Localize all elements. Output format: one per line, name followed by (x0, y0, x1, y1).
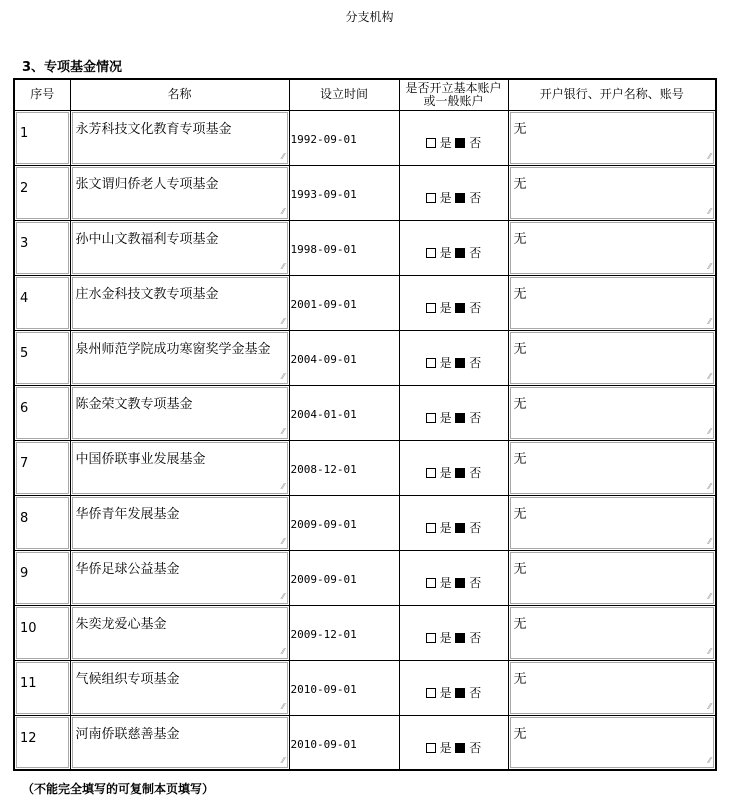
yes-label: 是 (439, 630, 452, 645)
row-name: 朱奕龙爱心基金 (75, 616, 167, 632)
row-bank-field[interactable] (510, 607, 715, 659)
row-date-cell (289, 605, 399, 660)
row-account-cell (399, 715, 508, 770)
row-date-cell (289, 550, 399, 605)
checkbox-empty-icon[interactable] (426, 688, 436, 698)
row-date: 2010-09-01 (290, 737, 357, 751)
row-name-cell (70, 440, 289, 495)
row-date-cell (289, 165, 399, 220)
header-account-line1: 是否开立基本账户 (405, 80, 502, 95)
account-options (400, 244, 508, 261)
account-options (400, 739, 508, 756)
row-account-cell (399, 330, 508, 385)
table-row (14, 715, 716, 770)
row-bank: 无 (513, 726, 527, 742)
table-row (14, 385, 716, 440)
row-no-field[interactable] (16, 222, 69, 274)
checkbox-empty-icon[interactable] (426, 138, 436, 148)
row-bank: 无 (513, 341, 527, 357)
row-bank-field[interactable] (510, 497, 715, 549)
checkbox-empty-icon[interactable] (426, 413, 436, 423)
row-bank-field[interactable] (510, 332, 715, 384)
row-date: 2004-01-01 (290, 407, 357, 421)
checkbox-filled-icon[interactable] (455, 743, 465, 753)
row-name: 泉州师范学院成功寒窗奖学金基金 (75, 341, 271, 357)
checkbox-empty-icon[interactable] (426, 578, 436, 588)
resize-grip-icon[interactable]: ⁄⁄ (708, 701, 711, 711)
header-date: 设立时间 (289, 79, 399, 110)
row-bank-field[interactable] (510, 552, 715, 604)
row-date: 2004-09-01 (290, 352, 357, 366)
row-bank: 无 (513, 231, 527, 247)
checkbox-filled-icon[interactable] (455, 688, 465, 698)
row-bank: 无 (513, 121, 527, 137)
checkbox-filled-icon[interactable] (455, 358, 465, 368)
fund-table (13, 78, 717, 771)
resize-grip-icon[interactable]: ⁄⁄ (708, 261, 711, 271)
row-name-cell (70, 275, 289, 330)
row-no-cell (14, 440, 70, 495)
row-date: 2009-12-01 (290, 627, 357, 641)
row-bank-cell (508, 275, 716, 330)
account-options (400, 464, 508, 481)
row-name-field[interactable] (72, 442, 288, 494)
row-date: 2010-09-01 (290, 682, 357, 696)
row-bank: 无 (513, 176, 527, 192)
resize-grip-icon[interactable]: ⁄⁄ (281, 261, 285, 271)
row-no: 7 (20, 455, 29, 471)
row-bank-field[interactable] (510, 717, 715, 769)
row-name-field[interactable] (72, 552, 288, 604)
row-name-cell (70, 550, 289, 605)
row-name: 华侨足球公益基金 (75, 561, 180, 577)
row-no-cell (14, 385, 70, 440)
table-row (14, 220, 716, 275)
row-bank-cell (508, 550, 716, 605)
row-name-cell (70, 715, 289, 770)
row-name-cell (70, 330, 289, 385)
row-bank-field[interactable] (510, 167, 715, 219)
row-no: 1 (20, 125, 29, 141)
yes-label: 是 (439, 300, 452, 315)
row-no: 10 (20, 620, 37, 636)
row-no: 11 (20, 675, 37, 691)
no-label: 否 (469, 410, 482, 425)
row-no: 6 (20, 400, 29, 416)
checkbox-filled-icon[interactable] (455, 193, 465, 203)
account-options (400, 299, 508, 316)
account-options (400, 684, 508, 701)
row-account-cell (399, 220, 508, 275)
table-row (14, 495, 716, 550)
checkbox-empty-icon[interactable] (426, 248, 436, 258)
row-name-cell (70, 165, 289, 220)
resize-grip-icon[interactable]: ⁄⁄ (708, 646, 711, 656)
row-bank-field[interactable] (510, 662, 715, 714)
row-bank-cell (508, 660, 716, 715)
row-account-cell (399, 660, 508, 715)
table-row (14, 275, 716, 330)
footer-note: （不能完全填写的可复制本页填写） (22, 782, 215, 796)
resize-grip-icon[interactable]: ⁄⁄ (281, 646, 285, 656)
table-body (14, 110, 716, 770)
table-row (14, 330, 716, 385)
account-options (400, 519, 508, 536)
row-name-field[interactable] (72, 167, 288, 219)
row-bank-cell (508, 220, 716, 275)
row-bank-field[interactable] (510, 112, 715, 164)
row-no: 3 (20, 235, 29, 251)
no-label: 否 (469, 300, 482, 315)
resize-grip-icon[interactable]: ⁄⁄ (708, 316, 711, 326)
row-name-cell (70, 385, 289, 440)
row-date: 2009-09-01 (290, 517, 357, 531)
row-account-cell (399, 550, 508, 605)
row-bank-cell (508, 385, 716, 440)
row-no-field[interactable] (16, 717, 69, 769)
row-bank: 无 (513, 286, 527, 302)
row-no-field[interactable] (16, 167, 69, 219)
table-row (14, 660, 716, 715)
yes-label: 是 (439, 355, 452, 370)
row-account-cell (399, 605, 508, 660)
row-no: 12 (20, 730, 37, 746)
row-bank: 无 (513, 561, 527, 577)
resize-grip-icon[interactable]: ⁄⁄ (281, 701, 285, 711)
header-account (399, 79, 508, 110)
row-date: 1998-09-01 (290, 242, 357, 256)
yes-label: 是 (439, 740, 452, 755)
row-date: 2001-09-01 (290, 297, 357, 311)
row-date-cell (289, 495, 399, 550)
account-options (400, 134, 508, 151)
row-bank: 无 (513, 396, 527, 412)
row-no-cell (14, 495, 70, 550)
row-no: 4 (20, 290, 29, 306)
row-name-cell (70, 220, 289, 275)
row-name: 永芳科技文化教育专项基金 (75, 121, 232, 137)
row-account-cell (399, 495, 508, 550)
header-no: 序号 (14, 79, 70, 110)
row-no: 9 (20, 565, 29, 581)
row-date-cell (289, 275, 399, 330)
row-name-field[interactable] (72, 662, 288, 714)
row-no: 2 (20, 180, 29, 196)
no-label: 否 (469, 135, 482, 150)
no-label: 否 (469, 685, 482, 700)
row-name-field[interactable] (72, 497, 288, 549)
row-name: 河南侨联慈善基金 (75, 726, 180, 742)
resize-grip-icon[interactable]: ⁄⁄ (281, 536, 285, 546)
row-date-cell (289, 440, 399, 495)
checkbox-empty-icon[interactable] (426, 358, 436, 368)
row-date: 1993-09-01 (290, 187, 357, 201)
account-options (400, 574, 508, 591)
row-account-cell (399, 385, 508, 440)
resize-grip-icon[interactable]: ⁄⁄ (708, 371, 711, 381)
row-date-cell (289, 110, 399, 165)
no-label: 否 (469, 190, 482, 205)
row-no-field[interactable] (16, 497, 69, 549)
account-options (400, 629, 508, 646)
header-account-line2: 或一般账户 (423, 93, 484, 108)
checkbox-filled-icon[interactable] (455, 523, 465, 533)
row-bank-cell (508, 715, 716, 770)
row-bank-cell (508, 440, 716, 495)
row-date-cell (289, 330, 399, 385)
row-name: 孙中山文教福利专项基金 (75, 231, 219, 247)
row-no-cell (14, 220, 70, 275)
account-options (400, 354, 508, 371)
table-row (14, 440, 716, 495)
row-bank-field[interactable] (510, 387, 715, 439)
row-bank: 无 (513, 506, 527, 522)
resize-grip-icon[interactable]: ⁄⁄ (708, 756, 711, 765)
row-bank-cell (508, 495, 716, 550)
row-no-cell (14, 660, 70, 715)
resize-grip-icon[interactable]: ⁄⁄ (281, 756, 285, 765)
checkbox-empty-icon[interactable] (426, 523, 436, 533)
resize-grip-icon[interactable]: ⁄⁄ (708, 151, 711, 161)
resize-grip-icon[interactable]: ⁄⁄ (281, 151, 285, 161)
row-no-cell (14, 110, 70, 165)
row-name: 陈金荣文教专项基金 (75, 396, 193, 412)
row-bank-field[interactable] (510, 442, 715, 494)
no-label: 否 (469, 465, 482, 480)
row-no-cell (14, 550, 70, 605)
table-row (14, 605, 716, 660)
yes-label: 是 (439, 410, 452, 425)
row-date-cell (289, 385, 399, 440)
row-bank-cell (508, 330, 716, 385)
resize-grip-icon[interactable]: ⁄⁄ (281, 591, 285, 601)
yes-label: 是 (439, 520, 452, 535)
row-account-cell (399, 165, 508, 220)
row-bank-cell (508, 165, 716, 220)
resize-grip-icon[interactable]: ⁄⁄ (708, 426, 711, 436)
row-date-cell (289, 715, 399, 770)
resize-grip-icon[interactable]: ⁄⁄ (281, 206, 285, 216)
yes-label: 是 (439, 465, 452, 480)
resize-grip-icon[interactable]: ⁄⁄ (708, 591, 711, 601)
row-no-field[interactable] (16, 552, 69, 604)
row-account-cell (399, 275, 508, 330)
row-name: 华侨青年发展基金 (75, 506, 180, 522)
no-label: 否 (469, 630, 482, 645)
no-label: 否 (469, 355, 482, 370)
row-date-cell (289, 660, 399, 715)
resize-grip-icon[interactable]: ⁄⁄ (281, 426, 285, 436)
checkbox-filled-icon[interactable] (455, 303, 465, 313)
resize-grip-icon[interactable]: ⁄⁄ (281, 371, 285, 381)
checkbox-filled-icon[interactable] (455, 248, 465, 258)
account-options (400, 189, 508, 206)
row-name-field[interactable] (72, 277, 288, 329)
row-name-cell (70, 605, 289, 660)
row-no-field[interactable] (16, 387, 69, 439)
row-bank: 无 (513, 616, 527, 632)
row-date: 1992-09-01 (290, 132, 357, 146)
header-name: 名称 (70, 79, 289, 110)
row-date: 2009-09-01 (290, 572, 357, 586)
no-label: 否 (469, 740, 482, 755)
row-no: 5 (20, 345, 29, 361)
row-name: 庄水金科技文教专项基金 (75, 286, 219, 302)
resize-grip-icon[interactable]: ⁄⁄ (281, 316, 285, 326)
checkbox-empty-icon[interactable] (426, 633, 436, 643)
row-name-field[interactable] (72, 607, 288, 659)
resize-grip-icon[interactable]: ⁄⁄ (281, 481, 285, 491)
no-label: 否 (469, 245, 482, 260)
row-no-cell (14, 605, 70, 660)
account-options (400, 409, 508, 426)
row-name-field[interactable] (72, 717, 288, 769)
table-row (14, 165, 716, 220)
row-bank: 无 (513, 451, 527, 467)
page-header: 分支机构 (345, 10, 394, 24)
no-label: 否 (469, 575, 482, 590)
row-name-cell (70, 495, 289, 550)
row-no-cell (14, 275, 70, 330)
row-no-field[interactable] (16, 442, 69, 494)
yes-label: 是 (439, 685, 452, 700)
row-name-field[interactable] (72, 222, 288, 274)
yes-label: 是 (439, 190, 452, 205)
row-name: 张文谓归侨老人专项基金 (75, 176, 219, 192)
row-no-cell (14, 715, 70, 770)
yes-label: 是 (439, 575, 452, 590)
row-bank-cell (508, 110, 716, 165)
row-no-field[interactable] (16, 607, 69, 659)
row-date: 2008-12-01 (290, 462, 357, 476)
yes-label: 是 (439, 245, 452, 260)
row-no-field[interactable] (16, 332, 69, 384)
row-name-field[interactable] (72, 112, 288, 164)
checkbox-empty-icon[interactable] (426, 468, 436, 478)
row-bank-field[interactable] (510, 277, 715, 329)
row-no: 8 (20, 510, 29, 526)
row-name: 气候组织专项基金 (75, 671, 180, 687)
table-row (14, 110, 716, 165)
row-name: 中国侨联事业发展基金 (75, 451, 206, 467)
row-name-cell (70, 110, 289, 165)
row-no-field[interactable] (16, 662, 69, 714)
row-bank: 无 (513, 671, 527, 687)
row-no-cell (14, 330, 70, 385)
header-bank: 开户银行、开户名称、账号 (508, 79, 716, 110)
no-label: 否 (469, 520, 482, 535)
section-title: 3、专项基金情况 (22, 60, 123, 75)
row-bank-field[interactable] (510, 222, 715, 274)
checkbox-empty-icon[interactable] (426, 743, 436, 753)
row-no-field[interactable] (16, 112, 69, 164)
row-name-cell (70, 660, 289, 715)
resize-grip-icon[interactable]: ⁄⁄ (708, 536, 711, 546)
checkbox-filled-icon[interactable] (455, 468, 465, 478)
row-no-field[interactable] (16, 277, 69, 329)
row-name-field[interactable] (72, 332, 288, 384)
resize-grip-icon[interactable]: ⁄⁄ (708, 481, 711, 491)
yes-label: 是 (439, 135, 452, 150)
checkbox-filled-icon[interactable] (455, 578, 465, 588)
table-row (14, 550, 716, 605)
row-account-cell (399, 110, 508, 165)
row-date-cell (289, 220, 399, 275)
checkbox-empty-icon[interactable] (426, 193, 436, 203)
checkbox-filled-icon[interactable] (455, 633, 465, 643)
checkbox-filled-icon[interactable] (455, 138, 465, 148)
table-header-row (14, 79, 716, 110)
row-no-cell (14, 165, 70, 220)
row-bank-cell (508, 605, 716, 660)
checkbox-empty-icon[interactable] (426, 303, 436, 313)
row-name-field[interactable] (72, 387, 288, 439)
checkbox-filled-icon[interactable] (455, 413, 465, 423)
resize-grip-icon[interactable]: ⁄⁄ (708, 206, 711, 216)
row-account-cell (399, 440, 508, 495)
